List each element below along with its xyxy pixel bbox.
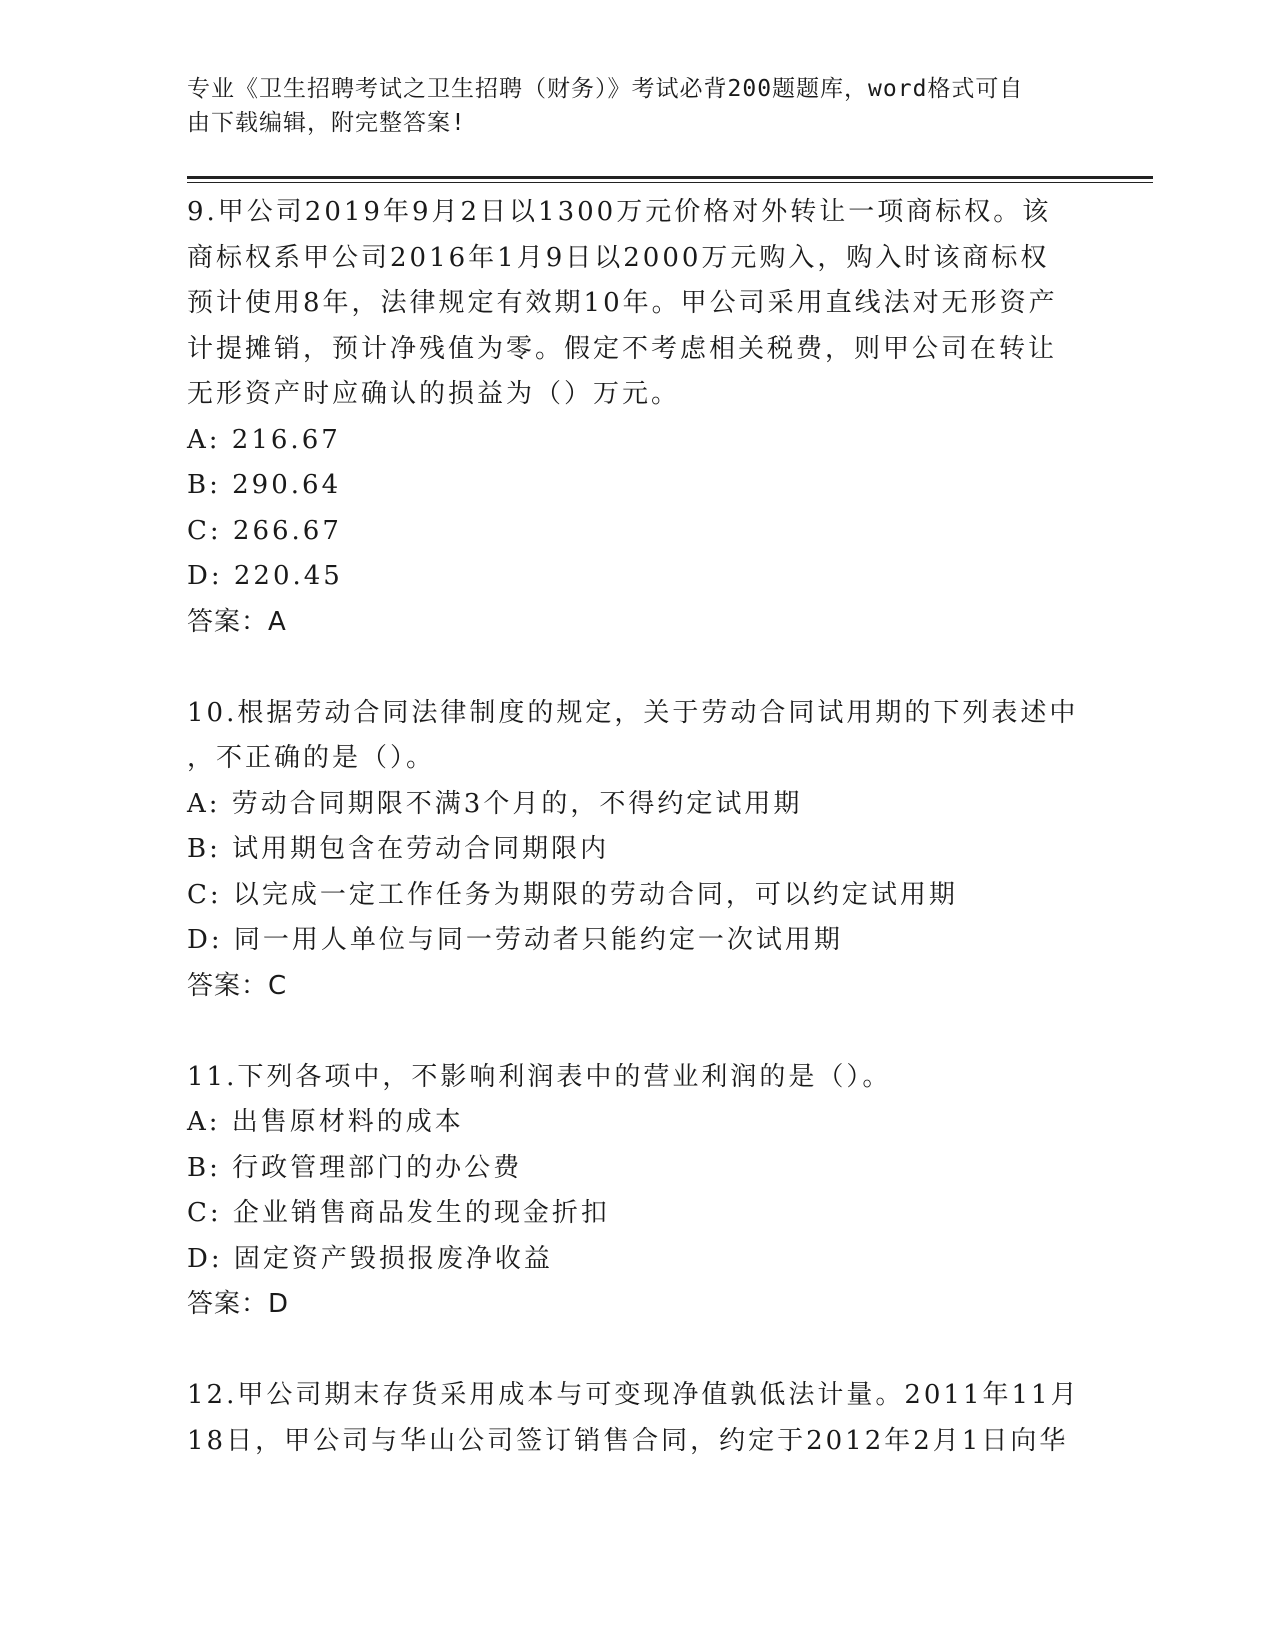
answer-line: 答案：C bbox=[187, 970, 288, 1001]
question-spacer bbox=[187, 645, 1087, 691]
document-header bbox=[187, 72, 1087, 140]
question-stem-line: 无形资产时应确认的损益为（）万元。 bbox=[187, 379, 681, 409]
question-stem-line: 计提摊销，预计净残值为零。假定不考虑相关税费，则甲公司在转让 bbox=[187, 333, 1058, 364]
question-list bbox=[187, 190, 1087, 1464]
question-10 bbox=[187, 691, 1087, 1010]
question-stem-line: ，不正确的是（）。 bbox=[187, 743, 436, 773]
option-a: A: 216.67 bbox=[187, 424, 341, 455]
option-b: B: 试用期包含在劳动合同期限内 bbox=[187, 834, 610, 864]
option-c: C: 企业销售商品发生的现金折扣 bbox=[187, 1198, 610, 1228]
header-rule-thick bbox=[187, 176, 1153, 179]
question-stem-line: 预计使用8年，法律规定有效期10年。甲公司采用直线法对无形资产 bbox=[187, 288, 1058, 318]
answer-line: 答案：D bbox=[187, 1289, 290, 1319]
question-spacer bbox=[187, 1328, 1087, 1374]
option-d: D: 固定资产毁损报废净收益 bbox=[187, 1243, 553, 1274]
question-spacer bbox=[187, 1009, 1087, 1055]
answer-line: 答案：A bbox=[187, 606, 287, 637]
question-stem-line: 11.下列各项中，不影响利润表中的营业利润的是（）。 bbox=[187, 1061, 892, 1092]
option-b: B: 行政管理部门的办公费 bbox=[187, 1152, 523, 1183]
question-stem-line: 18日，甲公司与华山公司签订销售合同，约定于2012年2月1日向华 bbox=[187, 1425, 1069, 1456]
question-stem-line: 商标权系甲公司2016年1月9日以2000万元购入，购入时该商标权 bbox=[187, 242, 1050, 273]
option-a: A: 出售原材料的成本 bbox=[187, 1107, 464, 1137]
header-line-1: 专业《卫生招聘考试之卫生招聘（财务）》考试必背200题题库，word格式可自 bbox=[187, 76, 1024, 102]
question-11 bbox=[187, 1055, 1087, 1328]
question-12 bbox=[187, 1373, 1087, 1464]
option-d: D: 220.45 bbox=[187, 561, 343, 591]
question-stem-line: 12.甲公司期末存货采用成本与可变现净值孰低法计量。2011年11月 bbox=[187, 1380, 1080, 1410]
option-c: C: 以完成一定工作任务为期限的劳动合同，可以约定试用期 bbox=[187, 879, 958, 910]
question-stem-line: 10.根据劳动合同法律制度的规定，关于劳动合同试用期的下列表述中 bbox=[187, 697, 1079, 728]
option-c: C: 266.67 bbox=[187, 515, 342, 546]
header-rule-thin bbox=[187, 182, 1153, 183]
option-d: D: 同一用人单位与同一劳动者只能约定一次试用期 bbox=[187, 925, 843, 955]
question-9 bbox=[187, 190, 1087, 645]
option-b: B: 290.64 bbox=[187, 470, 342, 500]
option-a: A: 劳动合同期限不满3个月的，不得约定试用期 bbox=[187, 788, 803, 819]
header-line-2: 由下载编辑，附完整答案! bbox=[187, 110, 466, 136]
question-stem-line: 9.甲公司2019年9月2日以1300万元价格对外转让一项商标权。该 bbox=[187, 197, 1052, 227]
